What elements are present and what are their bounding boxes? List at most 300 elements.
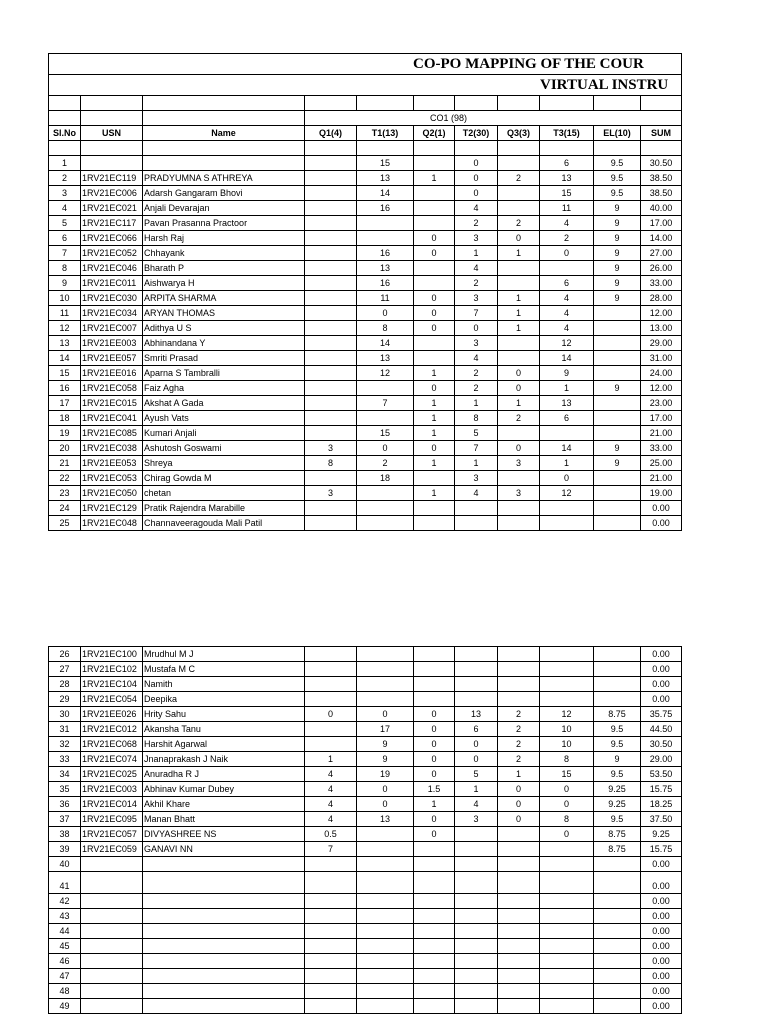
cell-usn: 1RV21EC046: [81, 261, 143, 276]
cell-usn: [81, 999, 143, 1014]
cell-q2: [414, 677, 455, 692]
cell-q1: [305, 909, 357, 924]
cell-q1: [305, 231, 357, 246]
cell-t1: [357, 411, 414, 426]
cell-q2: 1.5: [414, 782, 455, 797]
cell-q2: 0: [414, 767, 455, 782]
cell-t2: 3: [455, 471, 498, 486]
cell-el: 9: [594, 381, 641, 396]
cell-sum: 30.50: [641, 156, 682, 171]
table-row: [49, 647, 682, 662]
cell-q2: 1: [414, 171, 455, 186]
cell-sum: 27.00: [641, 246, 682, 261]
cell-el: [594, 647, 641, 662]
cell-q3: 0: [498, 782, 540, 797]
cell-slno: 5: [49, 216, 81, 231]
cell-t3: [540, 261, 594, 276]
cell-el: [594, 486, 641, 501]
table-row: [49, 201, 682, 216]
cell-q3: 2: [498, 752, 540, 767]
cell-q3: [498, 984, 540, 999]
cell-t2: [455, 954, 498, 969]
cell-q1: 3: [305, 486, 357, 501]
blank-row: [49, 141, 682, 156]
cell-q1: [305, 471, 357, 486]
cell-sum: 38.50: [641, 171, 682, 186]
cell-el: [594, 894, 641, 909]
cell-q3: [498, 842, 540, 857]
cell-t1: 7: [357, 396, 414, 411]
cell-slno: 2: [49, 171, 81, 186]
cell-el: 9: [594, 261, 641, 276]
cell-t1: [357, 984, 414, 999]
cell-t2: 0: [455, 321, 498, 336]
cell-sum: 29.00: [641, 336, 682, 351]
cell-t1: 0: [357, 707, 414, 722]
table-row: [49, 722, 682, 737]
cell-usn: 1RV21EC015: [81, 396, 143, 411]
cell-sum: 12.00: [641, 381, 682, 396]
cell-el: [594, 471, 641, 486]
cell-q1: [305, 351, 357, 366]
cell-q3: 1: [498, 767, 540, 782]
cell-sum: 15.75: [641, 782, 682, 797]
cell-q3: 2: [498, 171, 540, 186]
cell-el: [594, 366, 641, 381]
cell-q3: [498, 156, 540, 171]
cell-t1: 14: [357, 336, 414, 351]
cell-q3: 1: [498, 321, 540, 336]
cell-slno: 44: [49, 924, 81, 939]
cell-q3: 2: [498, 411, 540, 426]
cell-slno: 4: [49, 201, 81, 216]
cell-t2: 1: [455, 456, 498, 471]
cell-slno: 27: [49, 662, 81, 677]
cell-t2: 7: [455, 306, 498, 321]
cell-t3: 10: [540, 722, 594, 737]
cell-t2: 4: [455, 201, 498, 216]
cell-q1: 8: [305, 456, 357, 471]
cell-q1: [305, 939, 357, 954]
cell-name: [143, 984, 305, 999]
cell-q1: [305, 516, 357, 531]
cell-slno: 23: [49, 486, 81, 501]
cell-q1: [305, 722, 357, 737]
cell-q1: [305, 366, 357, 381]
table-row: [49, 171, 682, 186]
cell-t3: 11: [540, 201, 594, 216]
cell-slno: 29: [49, 692, 81, 707]
cell-sum: 0.00: [641, 894, 682, 909]
cell-q2: 0: [414, 737, 455, 752]
cell-q1: 0: [305, 707, 357, 722]
cell-sum: 0.00: [641, 692, 682, 707]
cell-q2: [414, 336, 455, 351]
cell-q3: 2: [498, 722, 540, 737]
cell-slno: 9: [49, 276, 81, 291]
header-q3: Q3(3): [498, 126, 540, 141]
cell-slno: 38: [49, 827, 81, 842]
cell-t1: [357, 516, 414, 531]
cell-name: Adithya U S: [143, 321, 305, 336]
header-el: EL(10): [594, 126, 641, 141]
cell-t3: [540, 894, 594, 909]
cell-q1: 4: [305, 812, 357, 827]
cell-t3: 0: [540, 797, 594, 812]
cell-name: Chhayank: [143, 246, 305, 261]
cell-sum: 17.00: [641, 216, 682, 231]
cell-sum: 33.00: [641, 441, 682, 456]
cell-usn: 1RV21EE016: [81, 366, 143, 381]
cell-name: [143, 156, 305, 171]
cell-t1: 12: [357, 366, 414, 381]
cell-name: [143, 969, 305, 984]
table-row: [49, 441, 682, 456]
cell-t2: 3: [455, 812, 498, 827]
cell-usn: 1RV21EE057: [81, 351, 143, 366]
cell-q3: [498, 924, 540, 939]
cell-el: 8.75: [594, 842, 641, 857]
cell-sum: 0.00: [641, 909, 682, 924]
table-row: [49, 306, 682, 321]
cell-name: GANAVI NN: [143, 842, 305, 857]
table-row: [49, 812, 682, 827]
cell-sum: 12.00: [641, 306, 682, 321]
cell-usn: 1RV21EC066: [81, 231, 143, 246]
cell-slno: 25: [49, 516, 81, 531]
cell-name: [143, 857, 305, 872]
cell-t3: 0: [540, 827, 594, 842]
cell-usn: 1RV21EC025: [81, 767, 143, 782]
cell-usn: [81, 939, 143, 954]
cell-t1: 19: [357, 767, 414, 782]
cell-q2: [414, 857, 455, 872]
cell-t3: 1: [540, 381, 594, 396]
cell-t2: 4: [455, 486, 498, 501]
cell-slno: 37: [49, 812, 81, 827]
cell-t2: 0: [455, 186, 498, 201]
cell-q2: 0: [414, 381, 455, 396]
cell-q1: [305, 156, 357, 171]
cell-sum: 21.00: [641, 471, 682, 486]
table-row: [49, 471, 682, 486]
cell-t1: [357, 909, 414, 924]
cell-t1: 0: [357, 441, 414, 456]
cell-usn: 1RV21EC012: [81, 722, 143, 737]
cell-t2: 1: [455, 782, 498, 797]
co1-row: [49, 111, 682, 126]
cell-t3: 6: [540, 156, 594, 171]
cell-sum: 40.00: [641, 201, 682, 216]
cell-t1: 15: [357, 426, 414, 441]
cell-slno: 41: [49, 872, 81, 894]
cell-sum: 0.00: [641, 857, 682, 872]
cell-q3: [498, 999, 540, 1014]
cell-q1: [305, 216, 357, 231]
cell-sum: 29.00: [641, 752, 682, 767]
cell-t3: [540, 501, 594, 516]
cell-slno: 45: [49, 939, 81, 954]
cell-t1: 13: [357, 261, 414, 276]
cell-name: Deepika: [143, 692, 305, 707]
cell-slno: 18: [49, 411, 81, 426]
cell-q1: 7: [305, 842, 357, 857]
cell-name: [143, 894, 305, 909]
cell-usn: 1RV21EC068: [81, 737, 143, 752]
cell-q2: [414, 692, 455, 707]
cell-name: ARPITA SHARMA: [143, 291, 305, 306]
table-row: [49, 366, 682, 381]
cell-t1: 9: [357, 737, 414, 752]
cell-t2: [455, 692, 498, 707]
cell-q1: [305, 246, 357, 261]
cell-usn: 1RV21EC050: [81, 486, 143, 501]
cell-t3: [540, 516, 594, 531]
cell-t3: [540, 426, 594, 441]
cell-q1: [305, 692, 357, 707]
cell-t1: [357, 692, 414, 707]
cell-q2: [414, 516, 455, 531]
cell-t1: [357, 486, 414, 501]
cell-q3: 2: [498, 216, 540, 231]
cell-sum: 14.00: [641, 231, 682, 246]
cell-usn: 1RV21EC006: [81, 186, 143, 201]
cell-sum: 0.00: [641, 647, 682, 662]
table-row: [49, 411, 682, 426]
cell-slno: 26: [49, 647, 81, 662]
cell-slno: 33: [49, 752, 81, 767]
header-t2: T2(30): [455, 126, 498, 141]
cell-sum: 0.00: [641, 516, 682, 531]
table-row: [49, 954, 682, 969]
cell-q3: 3: [498, 486, 540, 501]
cell-t2: 0: [455, 752, 498, 767]
table-row: [49, 291, 682, 306]
table-row: [49, 872, 682, 894]
cell-q3: [498, 894, 540, 909]
cell-usn: 1RV21EC102: [81, 662, 143, 677]
cell-sum: 0.00: [641, 939, 682, 954]
table-row: [49, 969, 682, 984]
cell-q2: 0: [414, 246, 455, 261]
table-row: [49, 842, 682, 857]
cell-q2: 1: [414, 396, 455, 411]
cell-usn: 1RV21EC129: [81, 501, 143, 516]
cell-sum: 24.00: [641, 366, 682, 381]
cell-el: [594, 999, 641, 1014]
cell-q2: 0: [414, 812, 455, 827]
cell-usn: 1RV21EC057: [81, 827, 143, 842]
cell-usn: 1RV21EC058: [81, 381, 143, 396]
cell-t2: [455, 647, 498, 662]
cell-t1: [357, 954, 414, 969]
cell-name: Abhinav Kumar Dubey: [143, 782, 305, 797]
table-row: [49, 156, 682, 171]
cell-t2: [455, 677, 498, 692]
cell-q1: [305, 201, 357, 216]
cell-t3: 13: [540, 171, 594, 186]
cell-slno: 35: [49, 782, 81, 797]
cell-slno: 6: [49, 231, 81, 246]
cell-usn: 1RV21EC059: [81, 842, 143, 857]
cell-t3: 14: [540, 351, 594, 366]
cell-usn: 1RV21EC007: [81, 321, 143, 336]
cell-t1: 15: [357, 156, 414, 171]
cell-q3: [498, 677, 540, 692]
co-po-mapping-table-bottom: [48, 646, 682, 1014]
cell-q2: 0: [414, 827, 455, 842]
cell-sum: 9.25: [641, 827, 682, 842]
cell-usn: 1RV21EC014: [81, 797, 143, 812]
cell-q3: [498, 969, 540, 984]
cell-el: [594, 516, 641, 531]
cell-t1: [357, 842, 414, 857]
cell-usn: 1RV21EC011: [81, 276, 143, 291]
column-header-row: [49, 126, 682, 141]
cell-q3: [498, 827, 540, 842]
co-po-mapping-table-top: [48, 53, 682, 531]
cell-el: 9: [594, 246, 641, 261]
cell-name: Bharath P: [143, 261, 305, 276]
cell-q1: [305, 872, 357, 894]
table-row: [49, 246, 682, 261]
cell-q2: 1: [414, 366, 455, 381]
cell-el: [594, 411, 641, 426]
cell-t1: 0: [357, 782, 414, 797]
cell-t2: 1: [455, 246, 498, 261]
cell-usn: 1RV21EC054: [81, 692, 143, 707]
cell-usn: 1RV21EC003: [81, 782, 143, 797]
cell-el: [594, 351, 641, 366]
cell-q3: [498, 872, 540, 894]
cell-sum: 0.00: [641, 872, 682, 894]
cell-q3: 0: [498, 797, 540, 812]
cell-t1: [357, 231, 414, 246]
cell-t3: [540, 969, 594, 984]
cell-q2: 0: [414, 231, 455, 246]
cell-q3: [498, 692, 540, 707]
cell-q1: 3: [305, 441, 357, 456]
table-row: [49, 767, 682, 782]
cell-q3: [498, 186, 540, 201]
cell-slno: 13: [49, 336, 81, 351]
cell-t2: 0: [455, 156, 498, 171]
cell-q2: [414, 924, 455, 939]
cell-t2: 0: [455, 737, 498, 752]
cell-el: 9.5: [594, 812, 641, 827]
cell-t2: [455, 501, 498, 516]
cell-t3: 1: [540, 456, 594, 471]
cell-name: Chirag Gowda M: [143, 471, 305, 486]
cell-q2: [414, 842, 455, 857]
header-slno: Sl.No: [49, 126, 81, 141]
cell-t2: [455, 516, 498, 531]
table-row: [49, 381, 682, 396]
table-row: [49, 894, 682, 909]
cell-el: [594, 677, 641, 692]
cell-t1: 16: [357, 201, 414, 216]
cell-t2: 5: [455, 426, 498, 441]
cell-q1: [305, 291, 357, 306]
cell-slno: 10: [49, 291, 81, 306]
table-row: [49, 797, 682, 812]
sheet-subtitle: VIRTUAL INSTRU: [49, 75, 682, 96]
cell-q1: 4: [305, 767, 357, 782]
cell-slno: 11: [49, 306, 81, 321]
cell-sum: 33.00: [641, 276, 682, 291]
cell-q3: 1: [498, 396, 540, 411]
cell-q2: [414, 471, 455, 486]
cell-usn: 1RV21EC038: [81, 441, 143, 456]
cell-t2: 3: [455, 231, 498, 246]
cell-el: 9: [594, 291, 641, 306]
cell-q1: [305, 647, 357, 662]
cell-q2: 1: [414, 411, 455, 426]
table-row: [49, 999, 682, 1014]
cell-usn: 1RV21EC041: [81, 411, 143, 426]
cell-t1: 8: [357, 321, 414, 336]
cell-q2: [414, 261, 455, 276]
cell-q2: [414, 894, 455, 909]
cell-q1: [305, 999, 357, 1014]
cell-q2: [414, 351, 455, 366]
cell-el: [594, 984, 641, 999]
cell-usn: 1RV21EC085: [81, 426, 143, 441]
cell-t2: [455, 842, 498, 857]
cell-slno: 7: [49, 246, 81, 261]
cell-t1: 0: [357, 306, 414, 321]
cell-name: Harsh Raj: [143, 231, 305, 246]
cell-slno: 34: [49, 767, 81, 782]
cell-name: Anuradha R J: [143, 767, 305, 782]
cell-q3: 1: [498, 306, 540, 321]
cell-slno: 43: [49, 909, 81, 924]
cell-t2: [455, 894, 498, 909]
table-row: [49, 924, 682, 939]
cell-slno: 36: [49, 797, 81, 812]
cell-slno: 46: [49, 954, 81, 969]
cell-t2: [455, 662, 498, 677]
cell-name: Ayush Vats: [143, 411, 305, 426]
cell-name: Smriti Prasad: [143, 351, 305, 366]
table-row: [49, 827, 682, 842]
cell-el: 9: [594, 201, 641, 216]
cell-q2: 0: [414, 707, 455, 722]
cell-t3: 4: [540, 306, 594, 321]
cell-q2: [414, 647, 455, 662]
cell-q3: 1: [498, 291, 540, 306]
cell-usn: [81, 857, 143, 872]
table-row: [49, 692, 682, 707]
cell-q3: 3: [498, 456, 540, 471]
cell-q3: [498, 426, 540, 441]
cell-q3: [498, 471, 540, 486]
cell-q2: 0: [414, 722, 455, 737]
cell-t3: 13: [540, 396, 594, 411]
cell-name: [143, 872, 305, 894]
table-row: [49, 939, 682, 954]
cell-t1: [357, 969, 414, 984]
cell-el: 9: [594, 441, 641, 456]
cell-t3: 9: [540, 366, 594, 381]
cell-q1: [305, 924, 357, 939]
cell-name: PRADYUMNA S ATHREYA: [143, 171, 305, 186]
cell-t3: 10: [540, 737, 594, 752]
table-row: [49, 321, 682, 336]
cell-t1: 17: [357, 722, 414, 737]
cell-usn: 1RV21EC074: [81, 752, 143, 767]
cell-name: ARYAN THOMAS: [143, 306, 305, 321]
